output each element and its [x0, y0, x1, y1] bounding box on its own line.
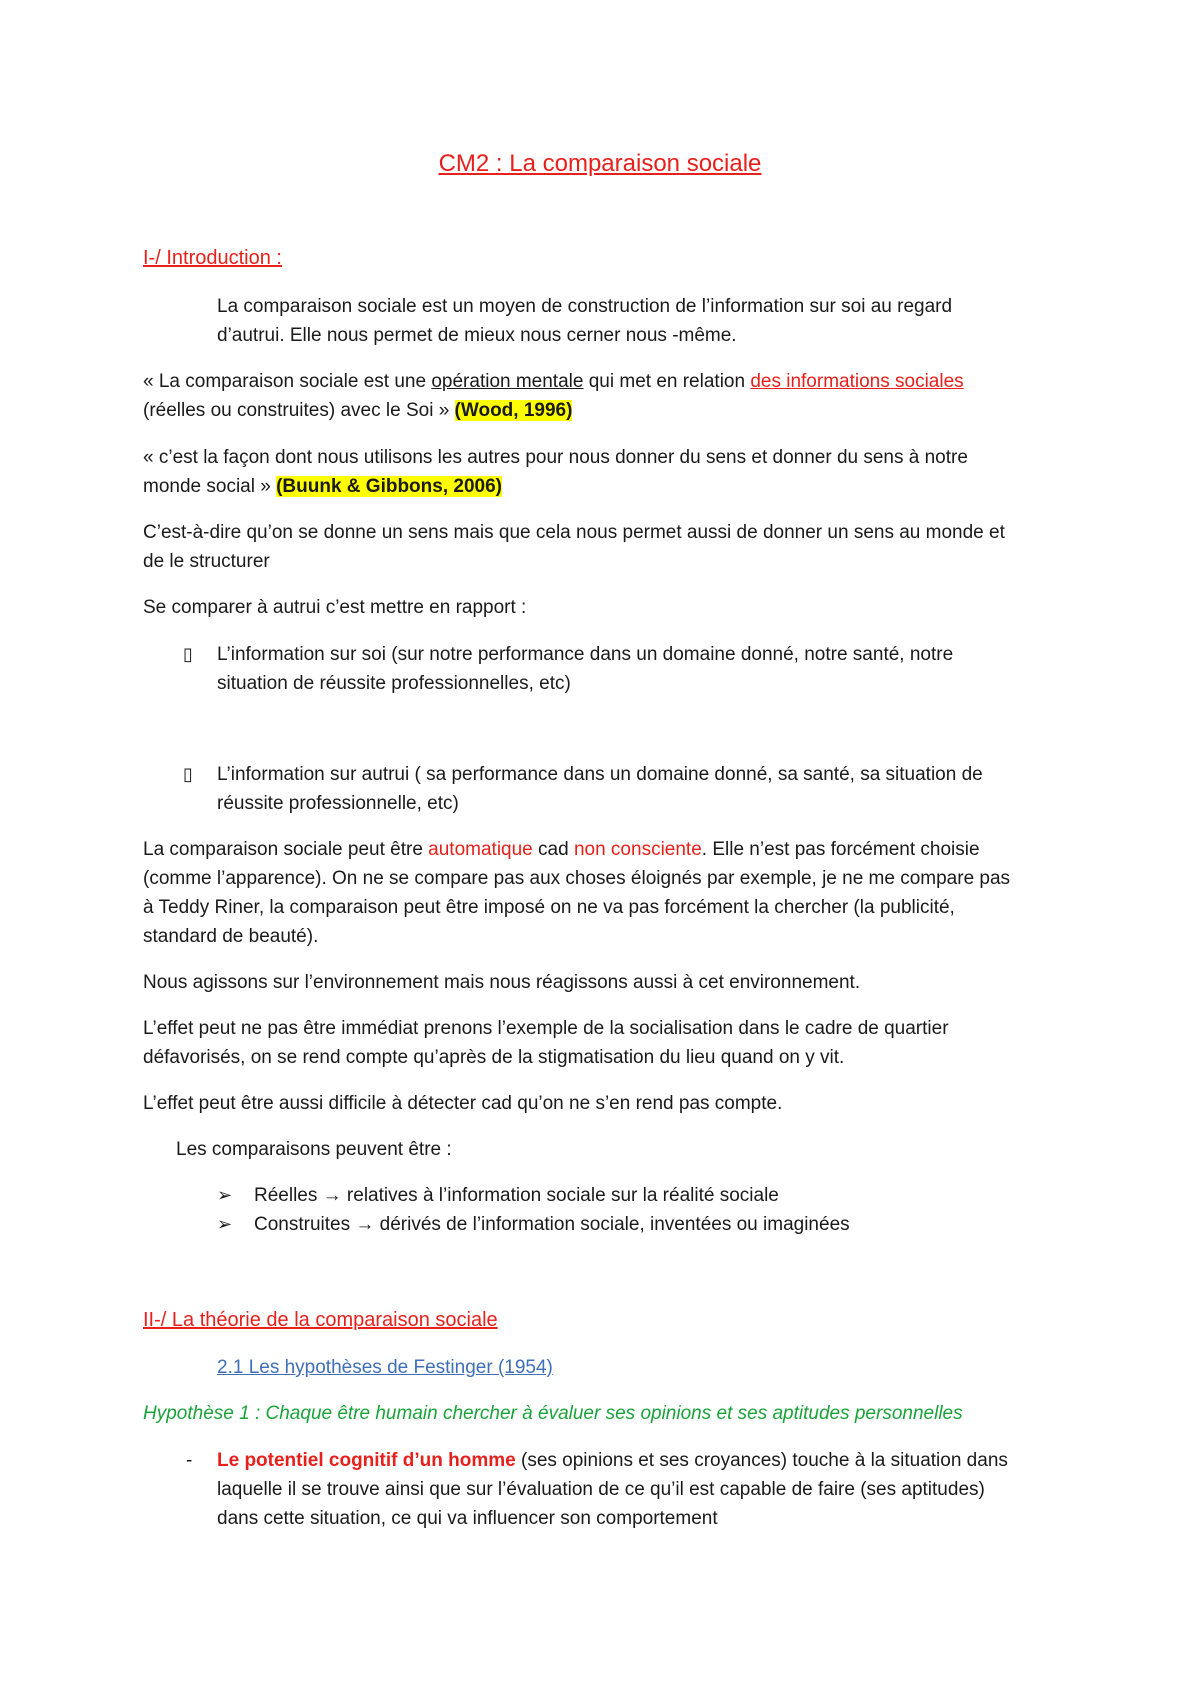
- intro-line-2: d’autrui. Elle nous permet de mieux nous cerner nous -même.: [217, 325, 737, 346]
- bullet-icon: ▯: [183, 644, 193, 664]
- right-arrow-icon: →: [355, 1214, 375, 1235]
- arrow-bullet-icon: ➢: [217, 1214, 233, 1234]
- right-arrow-icon: →: [322, 1185, 342, 1206]
- bullet-1-line-2: situation de réussite professionnelles, etc): [217, 673, 571, 694]
- subsection-festinger: 2.1 Les hypothèses de Festinger (1954): [217, 1357, 553, 1378]
- document-title: [0, 148, 1200, 180]
- para-automatique-line-3: à Teddy Riner, la comparaison peut être imposé on ne va pas forcément la chercher (la publicité,: [143, 897, 955, 918]
- item-text: dérivés de l’information sociale, inventées ou imaginées: [374, 1214, 850, 1235]
- arrow-item-construites: [254, 1210, 850, 1239]
- quote-wood-underlined: opération mentale: [431, 371, 584, 392]
- para-text: . Elle n’est pas forcément choisie: [701, 839, 980, 860]
- bullet-icon: ▯: [183, 764, 193, 784]
- bullet-2-line-1: L’information sur autrui ( sa performance dans un domaine donné, sa santé, sa situation de: [217, 764, 983, 785]
- quote-wood-text: (réelles ou construites) avec le Soi »: [143, 400, 455, 421]
- section2-heading: II-/ La théorie de la comparaison sociale: [143, 1309, 498, 1331]
- para-sens-line-1: C’est-à-dire qu’on se donne un sens mais que cela nous permet aussi de donner un sens au monde et: [143, 522, 1005, 543]
- bullet-1-line-1: L’information sur soi (sur notre performance dans un domaine donné, notre santé, notre: [217, 644, 954, 665]
- term-non-consciente: non consciente: [573, 839, 702, 860]
- arrow-bullet-icon: ➢: [217, 1185, 233, 1205]
- item-label: Construites: [254, 1214, 356, 1235]
- para-effet-detecter: L’effet peut être aussi difficile à détecter cad qu’on ne s’en rend pas compte.: [143, 1093, 783, 1114]
- para-environnement: Nous agissons sur l’environnement mais nous réagissons aussi à cet environnement.: [143, 972, 861, 993]
- item-label: Réelles: [254, 1185, 323, 1206]
- para-automatique-line-2: (comme l’apparence). On ne se compare pas aux choses éloignés par exemple, je ne me compare pas: [143, 868, 1011, 889]
- para-automatique-line-4: standard de beauté).: [143, 926, 319, 947]
- para-automatique-line-1: [143, 835, 980, 864]
- quote-buunk-line-2: [143, 472, 502, 501]
- term-automatique: automatique: [428, 839, 533, 860]
- para-effet-line-2: défavorisés, on se rend compte qu’après de la stigmatisation du lieu quand on y vit.: [143, 1047, 845, 1068]
- title-text: CM2 : La comparaison sociale: [438, 150, 762, 177]
- citation-buunk: (Buunk & Gibbons, 2006): [276, 476, 502, 497]
- quote-wood-text: « La comparaison sociale est une: [143, 371, 432, 392]
- para-effet-line-1: L’effet peut ne pas être immédiat prenons l’exemple de la socialisation dans le cadre de quartier: [143, 1018, 949, 1039]
- potentiel-line-3: dans cette situation, ce qui va influencer son comportement: [217, 1508, 718, 1529]
- quote-buunk-line-1: « c’est la façon dont nous utilisons les autres pour nous donner du sens et donner du sens à notre: [143, 447, 968, 468]
- intro-line-1: La comparaison sociale est un moyen de construction de l’information sur soi au regard: [217, 296, 953, 317]
- potentiel-line-1: [217, 1446, 1008, 1475]
- quote-wood-line-2: [143, 396, 572, 425]
- bullet-2-line-2: réussite professionnelle, etc): [217, 793, 459, 814]
- para-text: La comparaison sociale peut être: [143, 839, 429, 860]
- term-potentiel-cognitif: Le potentiel cognitif d’un homme: [217, 1450, 516, 1471]
- quote-wood-red: des informations sociales: [750, 371, 964, 392]
- potentiel-line-2: laquelle il se trouve ainsi que sur l’évaluation de ce qu’il est capable de faire (ses aptitudes): [217, 1479, 985, 1500]
- para-sens-line-2: de le structurer: [143, 551, 270, 572]
- hypothesis-1: Hypothèse 1 : Chaque être humain chercher à évaluer ses opinions et ses aptitudes personnelles: [143, 1403, 963, 1424]
- quote-wood-line-1: [143, 367, 964, 396]
- quote-buunk-text: monde social »: [143, 476, 277, 497]
- para-comparaisons: Les comparaisons peuvent être :: [176, 1139, 452, 1160]
- arrow-item-reelles: [254, 1181, 779, 1210]
- item-text: relatives à l’information sociale sur la réalité sociale: [341, 1185, 779, 1206]
- para-rapport: Se comparer à autrui c’est mettre en rapport :: [143, 597, 527, 618]
- para-text: (ses opinions et ses croyances) touche à la situation dans: [515, 1450, 1008, 1471]
- quote-wood-text: qui met en relation: [583, 371, 751, 392]
- para-text: cad: [532, 839, 574, 860]
- citation-wood: (Wood, 1996): [454, 400, 573, 421]
- section1-heading: I-/ Introduction :: [143, 247, 282, 269]
- dash-bullet: -: [186, 1450, 193, 1471]
